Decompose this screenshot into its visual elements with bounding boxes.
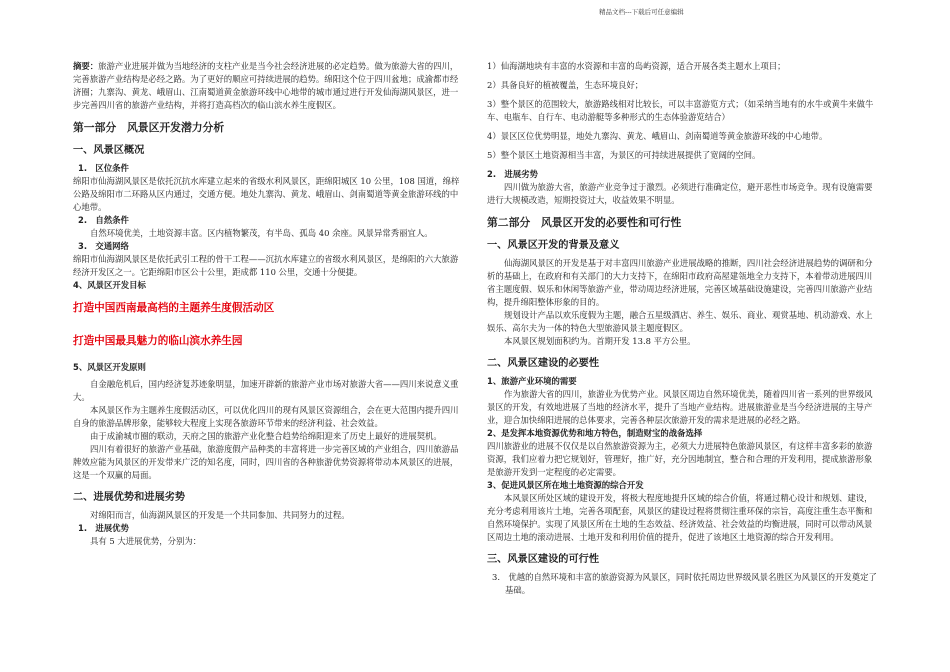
advantages-intro: 对绵阳而言，仙海湖风景区的开发是一个共同参加、共同努力的过程。 bbox=[90, 510, 350, 520]
goal-slogan-2: 打造中国最具魅力的临山滨水养生园 bbox=[73, 335, 243, 347]
goal-subheading: 4、风景区开发目标 bbox=[73, 280, 146, 290]
principle-paragraph-4: 四川有着很好的旅游产业基础，旅游度假产品种类的丰富将进一步完善区域的产业组合，四川旅游品牌效应能为风景区的开发带来广泛的知名度，同时，四川省的各种旅游优势资源将带动本风景区的进展，这是一个双赢的局面。 bbox=[73, 444, 459, 480]
feasibility-item-3: 3. 优越的自然环境和丰富的旅游资源为风景区，同时依托周边世界级风景名胜区为风景区的开发奠定了基础。 bbox=[492, 572, 877, 595]
principle-paragraph-1: 自金融危机后，国内经济复苏迹象明显，加速开辟新的旅游产业市场对旅游大省——四川来说意义重大。 bbox=[73, 379, 459, 402]
location-subheading: 1. 区位条件 bbox=[78, 163, 129, 173]
left-column bbox=[73, 60, 461, 548]
necessity-subheading-3: 3、促进风景区所在地土地资源的综合开发 bbox=[487, 480, 644, 490]
background-paragraph-2: 规划设计产品以欢乐度假为主题，融合五星级酒店、养生、娱乐、商业、观赏基地、机动游戏、水上娱乐、高尔夫为一体的特色大型旅游风景主题度假区。 bbox=[487, 310, 873, 333]
necessity-text-1: 作为旅游大省的四川，旅游业为优势产业。风景区周边自然环境优美，随着四川省一系列的世界级风景区的开发，有效地进展了当地的经济水平，提升了当地产业结构。进展旅游业是当今经济进展的主导产业，迎合加快绵阳进展的总体要求，完善各种层次旅游开发的需求是进展的必经之路。 bbox=[487, 389, 873, 425]
traffic-subheading: 3. 交通网络 bbox=[78, 241, 129, 251]
background-paragraph-1: 仙海湖风景区的开发是基于对丰富四川旅游产业进展战略的推断，四川社会经济进展趋势的调研和分析的基础上，在政府和有关部门的大力支持下，在绵阳市政府高屋建瓴地全力支持下，本着带动进展四川省主题度假、娱乐和休闲等旅游产业，带动周边经济进展，完善区域基础设施建设，完善四川旅游产业结构，提升绵阳整体形象的目的。 bbox=[487, 258, 873, 307]
right-column bbox=[487, 60, 877, 597]
traffic-text: 绵阳市仙海湖风景区是依托武引工程的骨干工程——沉抗水库建立的省级水利风景区，是绵阳的六大旅游经济开发区之一。它距绵阳市区公十公里，距成都 110 公里，交通十分便捷。 bbox=[73, 254, 459, 277]
advantages-subheading: 1. 进展优势 bbox=[78, 523, 129, 533]
part1-heading: 第一部分 风景区开发潜力分析 bbox=[73, 121, 225, 134]
background-heading: 一、风景区开发的背景及意义 bbox=[487, 240, 620, 251]
necessity-text-2: 四川旅游业的进展不仅仅是以自然旅游资源为主，必须大力进展特色旅游风景区，有这样丰富多彩的旅游资源，我们应着力把它规划好，管理好，推广好，充分因地制宜，整合和合理的开发利用，提成旅游形象是旅游开发到一定程度的必定需要。 bbox=[487, 441, 873, 477]
necessity-subheading-1: 1、旅游产业环境的需要 bbox=[487, 376, 577, 386]
advantages-heading: 二、进展优势和进展劣势 bbox=[73, 492, 186, 503]
disadvantages-subheading: 2. 进展劣势 bbox=[487, 169, 538, 179]
overview-heading: 一、风景区概况 bbox=[73, 145, 145, 156]
background-paragraph-3: 本风景区规划面积约为。首期开发 13.8 平方公里。 bbox=[504, 336, 696, 346]
feasibility-heading: 三、风景区建设的可行性 bbox=[487, 554, 600, 565]
principle-paragraph-3: 由于成渝城市圈的联动，天府之国的旅游产业化整合趋势给绵阳迎来了历史上最好的进展契机。 bbox=[90, 431, 442, 441]
principle-subheading: 5、风景区开发原则 bbox=[73, 362, 146, 372]
abstract-text: 旅游产业进展并做为当地经济的支柱产业是当今社会经济进展的必定趋势。做为旅游大省的四川，完善旅游产业结构是必经之路。为了更好的顺应可持续进展的趋势。绵阳这个位于四川盆地；成渝都市经济圈；九寨沟、黄龙、峨眉山、江南蜀道黄金旅游环线中心地带的城市通过进行开发仙海湖风景区，进一步完善四川省的旅游产业结构，并将打造高档次的临山滨水养生度假区。 bbox=[73, 61, 459, 110]
necessity-subheading-2: 2、是发挥本地资源优势和地方特色，制造财宝的战备选择 bbox=[487, 428, 703, 438]
abstract-paragraph bbox=[73, 60, 461, 112]
page-header-note: 精品文档---下载后可任意编辑 bbox=[599, 8, 684, 16]
abstract-label: 摘要： bbox=[73, 61, 99, 71]
advantage-item-5: 5）整个景区土地资源相当丰富，为景区的可持续进展提供了宽阔的空间。 bbox=[487, 150, 761, 160]
advantage-item-2: 2）具备良好的植被覆盖，生态环境良好； bbox=[487, 80, 644, 90]
principle-paragraph-2: 本风景区作为主题养生度假活动区，可以优化四川的现有风景区资源组合，会在更大范围内提升四川自身的旅游品牌形象，能够较大程度上实现各旅游环节带来的经济利益、社会效益。 bbox=[73, 405, 459, 428]
necessity-heading: 二、风景区建设的必要性 bbox=[487, 358, 600, 369]
location-text: 绵阳市仙海湖风景区是依托沉抗水库建立起来的省级水利风景区，距绵阳城区 10 公里，108 国道，绵梓公路及绵阳市二环路从区内通过，交通方便。地处九寨沟、黄龙、峨眉山、剑南蜀道等黄金旅游环线的中心地带。 bbox=[73, 176, 460, 212]
necessity-text-3: 本风景区所处区域的建设开发，将极大程度地提升区域的综合价值，将通过精心设计和规划、建设，充分考虑利用该片土地，完善各项配套，风景区的建设过程将贯彻注重环保的宗旨，高度注重生态平衡和自然环境保护。实现了风景区所在土地的生态效益、经济效益、社会效益的均衡进展，同时可以带动风景区周边土地的滚动进展、土地开发和利用价值的提升，促进了该地区土地资源的综合开发利用。 bbox=[487, 493, 873, 542]
nature-text: 自然环境优美，土地资源丰富。区内植物繁茂，有半岛、孤岛 40 余座。风景异常秀丽宜人。 bbox=[90, 228, 433, 238]
advantage-item-3: 3）整个景区的范围较大，旅游路线相对比较长，可以丰富游览方式；（如采纳当地有的水牛或黄牛来做牛车、电瓶车、自行车、电动游艇等多种形式的生态体验游览结合） bbox=[487, 99, 874, 122]
goal-slogan-1: 打造中国西南最高档的主题养生度假活动区 bbox=[73, 302, 275, 314]
advantages-text: 具有 5 大进展优势，分别为： bbox=[90, 536, 202, 546]
disadvantages-text: 四川做为旅游大省，旅游产业竞争过于激烈。必须进行准确定位，避开恶性市场竞争。现有设施需要进行大规模改造，短期投资过大，收益效果不明显。 bbox=[487, 182, 873, 205]
part2-heading: 第二部分 风景区开发的必要性和可行性 bbox=[487, 216, 682, 229]
advantage-item-4: 4）景区区位优势明显，地处九寨沟、黄龙、峨眉山、剑南蜀道等黄金旅游环线的中心地带。 bbox=[487, 131, 828, 141]
nature-subheading: 2. 自然条件 bbox=[78, 215, 129, 225]
advantage-item-1: 1）仙海湖地块有丰富的水资源和丰富的岛屿资源，适合开展各类主题水上项目； bbox=[487, 61, 786, 71]
